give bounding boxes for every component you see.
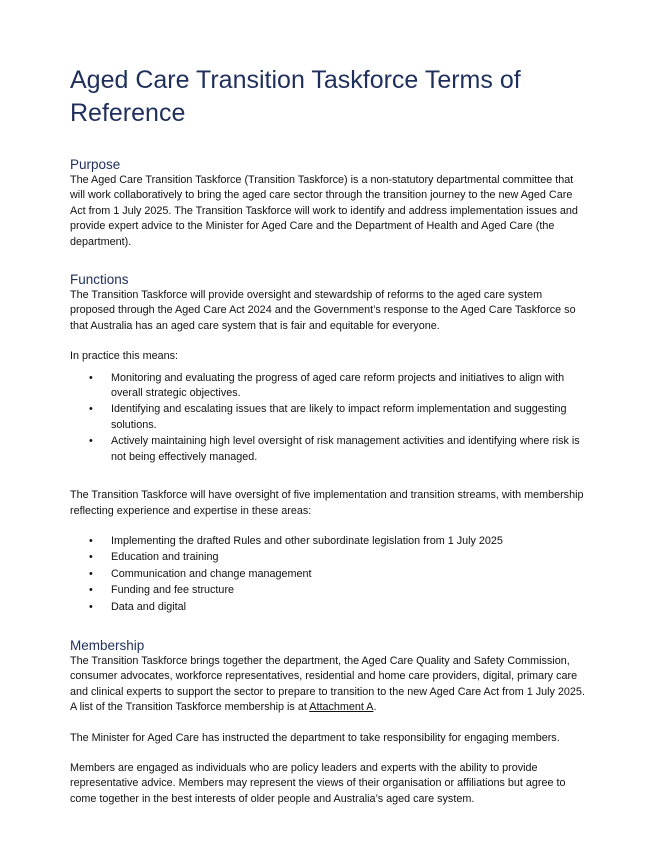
streams-bullet-list xyxy=(70,534,590,615)
list-item-text: Communication and change management xyxy=(111,567,312,580)
membership-heading: Membership xyxy=(70,637,145,653)
membership-paragraph-3: Members are engaged as individuals who are policy leaders and experts with the ability to provide representative advice. Members may represent the views of their organisation or affiliations but agree to come together in the best interests of older people and Australia’s aged care system. xyxy=(70,761,566,805)
bullet-icon: • xyxy=(89,567,93,580)
page-title: Aged Care Transition Taskforce Terms of Reference xyxy=(70,66,521,127)
list-item-text: Monitoring and evaluating the progress of aged care reform projects and initiatives to align with overall strategic objectives. xyxy=(111,371,565,400)
list-item-text: Education and training xyxy=(111,551,219,564)
functions-bullet-list xyxy=(70,371,590,465)
functions-intro: In practice this means: xyxy=(70,350,179,363)
list-item-text: Identifying and escalating issues that are likely to impact reform implementation and suggesting solutions. xyxy=(111,403,567,431)
membership-paragraph-1-text: The Transition Taskforce brings together the department, the Aged Care Quality and Safety Commission, consumer advocates, workforce representatives, residential and home care providers, digital, primary care and clinical experts to support the sector to prepare to transition to the new Aged Care Act from 1 July 2025. A list of the Transition Taskforce membership is at xyxy=(70,654,585,714)
bullet-icon: • xyxy=(89,551,93,564)
list-item xyxy=(70,434,590,465)
document-page xyxy=(70,64,590,807)
list-item xyxy=(70,534,590,549)
list-item-text: Actively maintaining high level oversight of risk management activities and identifying where risk is not being effectively managed. xyxy=(111,435,580,463)
list-item xyxy=(70,600,590,615)
list-item xyxy=(70,371,590,402)
bullet-icon: • xyxy=(89,600,93,613)
purpose-paragraph: The Aged Care Transition Taskforce (Transition Taskforce) is a non-statutory departmental committee that will work collaboratively to bring the aged care sector through the transition journey to the new Aged Care Act from 1 July 2025. The Transition Taskforce will work to identify and address implementation issues and provide expert advice to the Minister for Aged Care and the Department of Health and Aged Care (the department). xyxy=(70,174,578,248)
functions-heading: Functions xyxy=(70,272,129,288)
list-item xyxy=(70,550,590,565)
list-item-text: Data and digital xyxy=(111,600,187,613)
bullet-icon: • xyxy=(89,584,93,597)
list-item-text: Funding and fee structure xyxy=(111,584,235,597)
list-item xyxy=(70,567,590,582)
streams-paragraph: The Transition Taskforce will have oversight of five implementation and transition streams, with membership reflecting experience and expertise in these areas: xyxy=(70,489,584,517)
bullet-icon: • xyxy=(89,435,93,448)
membership-paragraph-1-end: . xyxy=(373,701,377,714)
list-item xyxy=(70,583,590,598)
functions-paragraph: The Transition Taskforce will provide oversight and stewardship of reforms to the aged care system proposed through the Aged Care Act 2024 and the Government’s response to the Aged Care Taskforce so that Australia has an aged care system that is fair and equitable for everyone. xyxy=(70,289,576,332)
list-item-text: Implementing the drafted Rules and other subordinate legislation from 1 July 2025 xyxy=(111,534,503,547)
attachment-a-link[interactable]: Attachment A xyxy=(309,701,374,714)
list-item xyxy=(70,402,590,433)
bullet-icon: • xyxy=(89,371,93,384)
bullet-icon: • xyxy=(89,534,93,547)
membership-paragraph-1 xyxy=(70,654,590,716)
purpose-heading: Purpose xyxy=(70,157,121,172)
membership-paragraph-2: The Minister for Aged Care has instructed the department to take responsibility for engaging members. xyxy=(70,731,560,744)
bullet-icon: • xyxy=(89,403,93,416)
